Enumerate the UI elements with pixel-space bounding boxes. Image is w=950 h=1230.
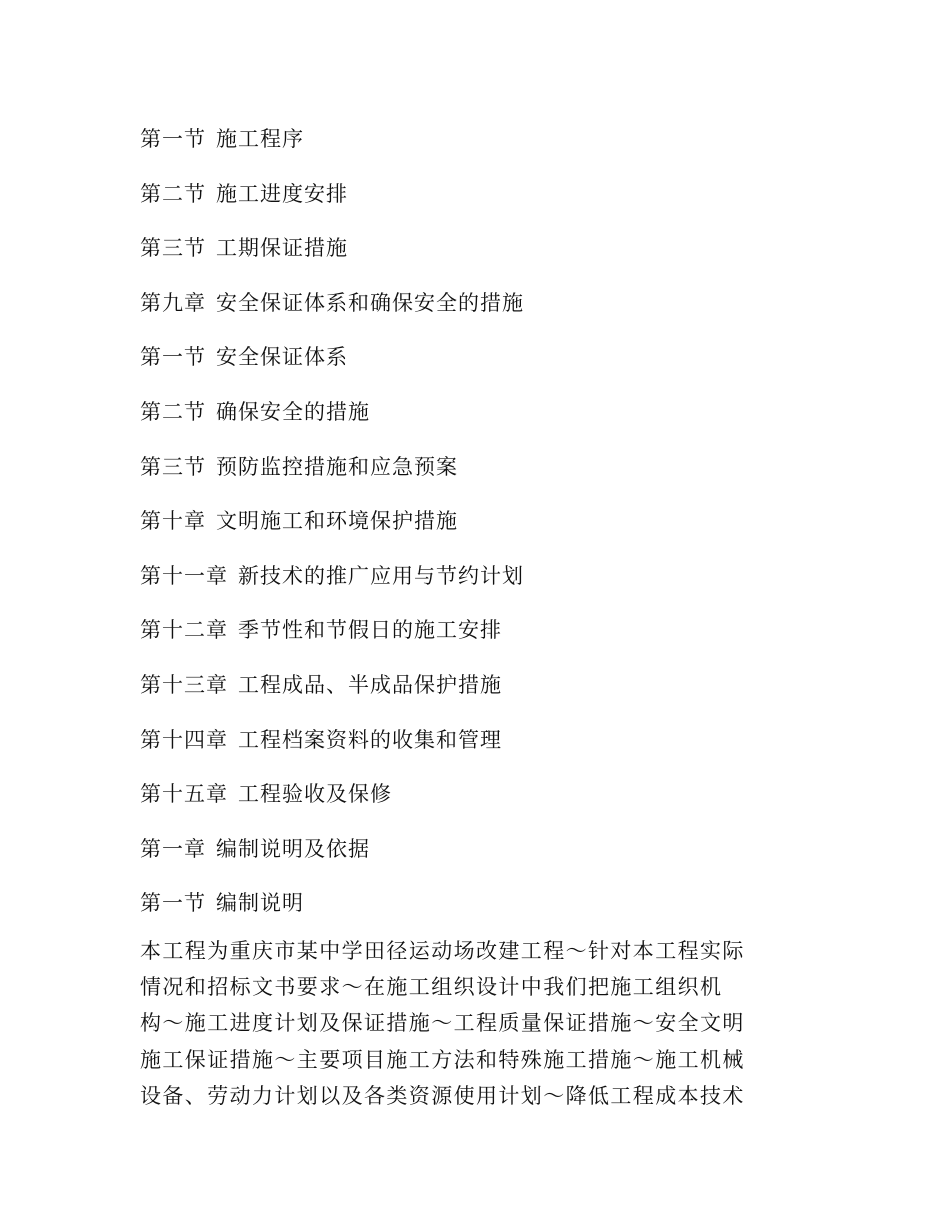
- toc-item: [140, 549, 524, 604]
- toc-item-title: 确保安全的措施: [216, 399, 370, 424]
- toc-item: [140, 658, 524, 713]
- toc-item-title: 预防监控措施和应急预案: [216, 454, 458, 479]
- toc-item-number: 第二节: [140, 399, 206, 424]
- table-of-contents: [140, 112, 524, 931]
- toc-item: [140, 221, 524, 276]
- toc-item: [140, 713, 524, 768]
- toc-item-title: 新技术的推广应用与节约计划: [238, 563, 524, 588]
- toc-item-number: 第二节: [140, 181, 206, 206]
- toc-item-title: 工程成品、半成品保护措施: [238, 672, 502, 697]
- paragraph-line: 施工保证措施～主要项目施工方法和特殊施工措施～施工机械: [140, 1047, 745, 1072]
- toc-item-title: 施工程序: [216, 127, 304, 151]
- toc-item: [140, 494, 524, 549]
- body-paragraph: [140, 933, 820, 1114]
- toc-item: [140, 112, 524, 167]
- toc-item-title: 季节性和节假日的施工安排: [238, 618, 502, 643]
- toc-item-number: 第十五章: [140, 782, 228, 807]
- toc-item-number: 第三节: [140, 454, 206, 479]
- toc-item: [140, 440, 524, 495]
- toc-item: [140, 385, 524, 440]
- toc-item-number: 第一章: [140, 836, 206, 861]
- toc-item-title: 文明施工和环境保护措施: [216, 509, 458, 534]
- toc-item-number: 第十四章: [140, 727, 228, 752]
- toc-item-number: 第一节: [140, 891, 206, 916]
- toc-item-number: 第十一章: [140, 563, 228, 588]
- toc-item-number: 第三节: [140, 236, 206, 261]
- toc-item-number: 第一节: [140, 345, 206, 370]
- toc-item-title: 安全保证体系: [216, 345, 348, 370]
- toc-item-title: 编制说明及依据: [216, 836, 370, 861]
- toc-item-number: 第十三章: [140, 672, 228, 697]
- paragraph-line: 情况和招标文书要求～在施工组织设计中我们把施工组织机: [140, 975, 723, 1000]
- toc-item: [140, 767, 524, 822]
- toc-item: [140, 603, 524, 658]
- toc-item-number: 第十章: [140, 509, 206, 534]
- toc-item: [140, 276, 524, 331]
- toc-item: [140, 876, 524, 931]
- toc-item: [140, 822, 524, 877]
- toc-item-title: 工程验收及保修: [238, 782, 392, 807]
- paragraph-line: 本工程为重庆市某中学田径运动场改建工程～针对本工程实际: [140, 939, 745, 963]
- paragraph-line: 设备、劳动力计划以及各类资源使用计划～降低工程成本技术: [140, 1083, 745, 1108]
- toc-item: [140, 167, 524, 222]
- toc-item: [140, 330, 524, 385]
- toc-item-title: 施工进度安排: [216, 181, 348, 206]
- toc-item-title: 安全保证体系和确保安全的措施: [216, 290, 524, 315]
- paragraph-line: 构～施工进度计划及保证措施～工程质量保证措施～安全文明: [140, 1011, 745, 1036]
- toc-item-number: 第十二章: [140, 618, 228, 643]
- toc-item-number: 第九章: [140, 290, 206, 315]
- toc-item-title: 工程档案资料的收集和管理: [238, 727, 502, 752]
- toc-item-title: 编制说明: [216, 891, 304, 916]
- toc-item-title: 工期保证措施: [216, 236, 348, 261]
- toc-item-number: 第一节: [140, 127, 206, 151]
